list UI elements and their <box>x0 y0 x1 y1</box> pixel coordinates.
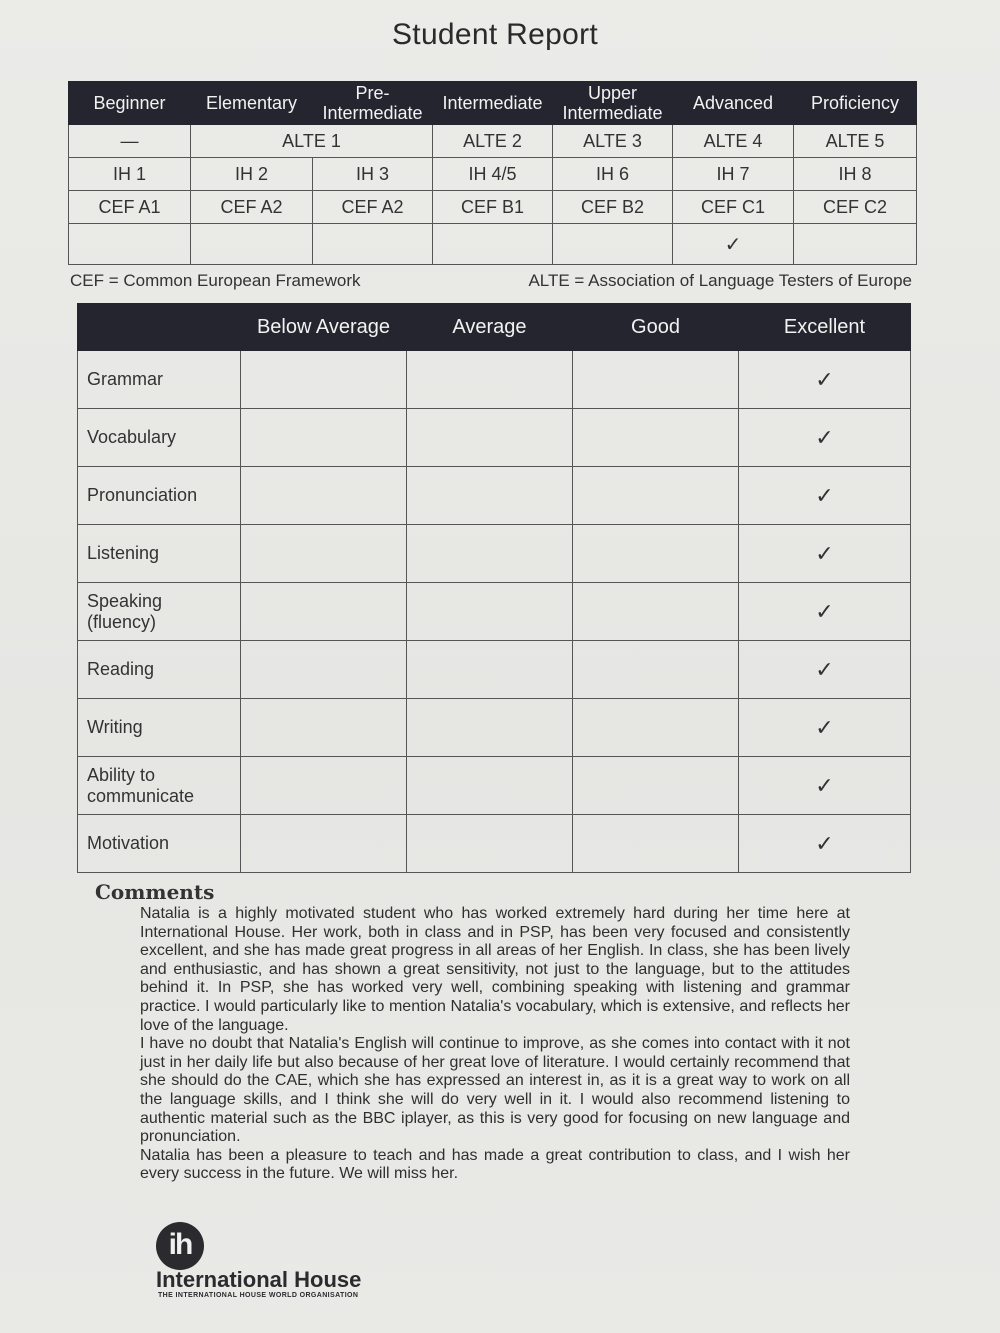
level-header: Elementary <box>191 82 313 125</box>
level-header: Advanced <box>673 82 794 125</box>
alte-cell: ALTE 3 <box>553 125 673 158</box>
skill-rating-cell <box>407 699 573 757</box>
level-table <box>68 81 917 265</box>
ih-cell: IH 2 <box>191 158 313 191</box>
level-check-cell <box>794 224 917 265</box>
skill-check-mark: ✓ <box>739 525 911 583</box>
skill-rating-cell <box>241 583 407 641</box>
skill-rating-cell <box>241 641 407 699</box>
skills-header: Excellent <box>739 304 911 351</box>
level-check-cell <box>433 224 553 265</box>
alte-cell: ALTE 4 <box>673 125 794 158</box>
skills-body <box>78 351 911 873</box>
skills-header <box>78 304 241 351</box>
skill-rating-cell <box>241 467 407 525</box>
skill-rating-cell <box>407 467 573 525</box>
skill-rating-cell <box>407 641 573 699</box>
skill-rating-cell <box>407 815 573 873</box>
ih-cell: IH 7 <box>673 158 794 191</box>
alte-cell: ALTE 2 <box>433 125 553 158</box>
skill-row <box>78 467 911 525</box>
skill-row <box>78 525 911 583</box>
skill-check-mark: ✓ <box>739 699 911 757</box>
skill-label: Ability to communicate <box>78 757 241 815</box>
ih-cell: IH 8 <box>794 158 917 191</box>
logo-name: International House <box>156 1267 362 1292</box>
skill-rating-cell <box>241 699 407 757</box>
skills-header: Good <box>573 304 739 351</box>
skill-check-mark: ✓ <box>739 583 911 641</box>
level-check-cell <box>313 224 433 265</box>
skill-check-mark: ✓ <box>739 351 911 409</box>
alte-cell: ALTE 1 <box>191 125 433 158</box>
level-check-mark: ✓ <box>673 224 794 265</box>
level-check-cell <box>553 224 673 265</box>
skill-rating-cell <box>407 525 573 583</box>
comment-paragraph: Natalia is a highly motivated student who has worked extremely hard during her time here at International House. Her work, both in class and in PSP, has been very focused and consistently excellent, and she has made great progress in all areas of her English. In class, she has been lively and enthusiastic, and has shown a great sensitivity, not just to the language, but to the attitudes behind it. In PSP, she has worked very well, combining speaking with listening and grammar practice. I would particularly like to mention Natalia's vocabulary, which is extensive, and reflects her love of the language. <box>140 905 850 1034</box>
skill-rating-cell <box>573 583 739 641</box>
skill-row <box>78 409 911 467</box>
ih-cell: IH 1 <box>69 158 191 191</box>
skill-rating-cell <box>241 409 407 467</box>
skills-header-row <box>78 304 911 351</box>
cef-legend: CEF = Common European Framework <box>70 271 361 290</box>
skill-rating-cell <box>573 699 739 757</box>
skill-label: Grammar <box>78 351 241 409</box>
skill-rating-cell <box>407 583 573 641</box>
skill-rating-cell <box>407 757 573 815</box>
skill-rating-cell <box>407 409 573 467</box>
level-header-text: Upper Intermediate <box>562 83 663 123</box>
logo-tagline: THE INTERNATIONAL HOUSE WORLD ORGANISATION <box>158 1292 359 1299</box>
skill-rating-cell <box>573 351 739 409</box>
skill-rating-cell <box>241 815 407 873</box>
ih-cell: IH 6 <box>553 158 673 191</box>
skill-rating-cell <box>407 351 573 409</box>
level-header-text: Pre- Intermediate <box>322 83 423 123</box>
skill-check-mark: ✓ <box>739 467 911 525</box>
skill-row <box>78 699 911 757</box>
skill-rating-cell <box>241 525 407 583</box>
skill-row <box>78 815 911 873</box>
comments-body <box>140 905 850 1184</box>
ih-cell: IH 4/5 <box>433 158 553 191</box>
level-check-cell <box>69 224 191 265</box>
comments-heading: Comments <box>95 880 215 904</box>
cef-cell: CEF C2 <box>794 191 917 224</box>
skill-rating-cell <box>573 641 739 699</box>
alte-row <box>69 125 917 158</box>
skill-label: Reading <box>78 641 241 699</box>
ih-logo-mark: ih <box>156 1222 204 1270</box>
skill-check-mark: ✓ <box>739 409 911 467</box>
skill-check-mark: ✓ <box>739 815 911 873</box>
comment-paragraph: Natalia has been a pleasure to teach and has made a great contribution to class, and I wish her every success in the future. We will miss her. <box>140 1146 850 1183</box>
skill-rating-cell <box>573 757 739 815</box>
level-header-row <box>69 82 917 125</box>
skill-rating-cell <box>573 467 739 525</box>
page-title: Student Report <box>392 18 598 51</box>
cef-cell: CEF B2 <box>553 191 673 224</box>
skill-rating-cell <box>241 351 407 409</box>
level-header: Proficiency <box>794 82 917 125</box>
alte-cell: — <box>69 125 191 158</box>
alte-legend: ALTE = Association of Language Testers of Europe <box>528 271 912 290</box>
skill-rating-cell <box>241 757 407 815</box>
skill-row <box>78 641 911 699</box>
skills-header: Average <box>407 304 573 351</box>
skill-row <box>78 351 911 409</box>
alte-cell: ALTE 5 <box>794 125 917 158</box>
skill-label: Speaking (fluency) <box>78 583 241 641</box>
level-header: Beginner <box>69 82 191 125</box>
ih-row <box>69 158 917 191</box>
cef-cell: CEF B1 <box>433 191 553 224</box>
skills-table <box>77 303 911 873</box>
skill-rating-cell <box>573 815 739 873</box>
cef-cell: CEF C1 <box>673 191 794 224</box>
skill-row <box>78 583 911 641</box>
skill-label: Pronunciation <box>78 467 241 525</box>
level-check-cell <box>191 224 313 265</box>
level-header <box>553 82 673 125</box>
skill-label: Vocabulary <box>78 409 241 467</box>
level-header <box>313 82 433 125</box>
cef-row <box>69 191 917 224</box>
skill-label: Writing <box>78 699 241 757</box>
cef-cell: CEF A2 <box>313 191 433 224</box>
ih-cell: IH 3 <box>313 158 433 191</box>
skill-check-mark: ✓ <box>739 641 911 699</box>
ih-logo <box>156 1222 362 1299</box>
level-selection-row <box>69 224 917 265</box>
skill-rating-cell <box>573 525 739 583</box>
skill-row <box>78 757 911 815</box>
skill-check-mark: ✓ <box>739 757 911 815</box>
skill-rating-cell <box>573 409 739 467</box>
level-header: Intermediate <box>433 82 553 125</box>
skills-header: Below Average <box>241 304 407 351</box>
comment-paragraph: I have no doubt that Natalia's English will continue to improve, as she comes into contact with it not just in her daily life but also because of her great love of literature. I would certainly recommend that she should do the CAE, which she has expressed an interest in, as it is a great way to work on all the language skills, and I think she will do very well in it. I would also recommend listening to authentic material such as the BBC iplayer, as this is very good for focusing on new language and pronunciation. <box>140 1035 850 1146</box>
cef-cell: CEF A1 <box>69 191 191 224</box>
skill-label: Listening <box>78 525 241 583</box>
cef-cell: CEF A2 <box>191 191 313 224</box>
skill-label: Motivation <box>78 815 241 873</box>
